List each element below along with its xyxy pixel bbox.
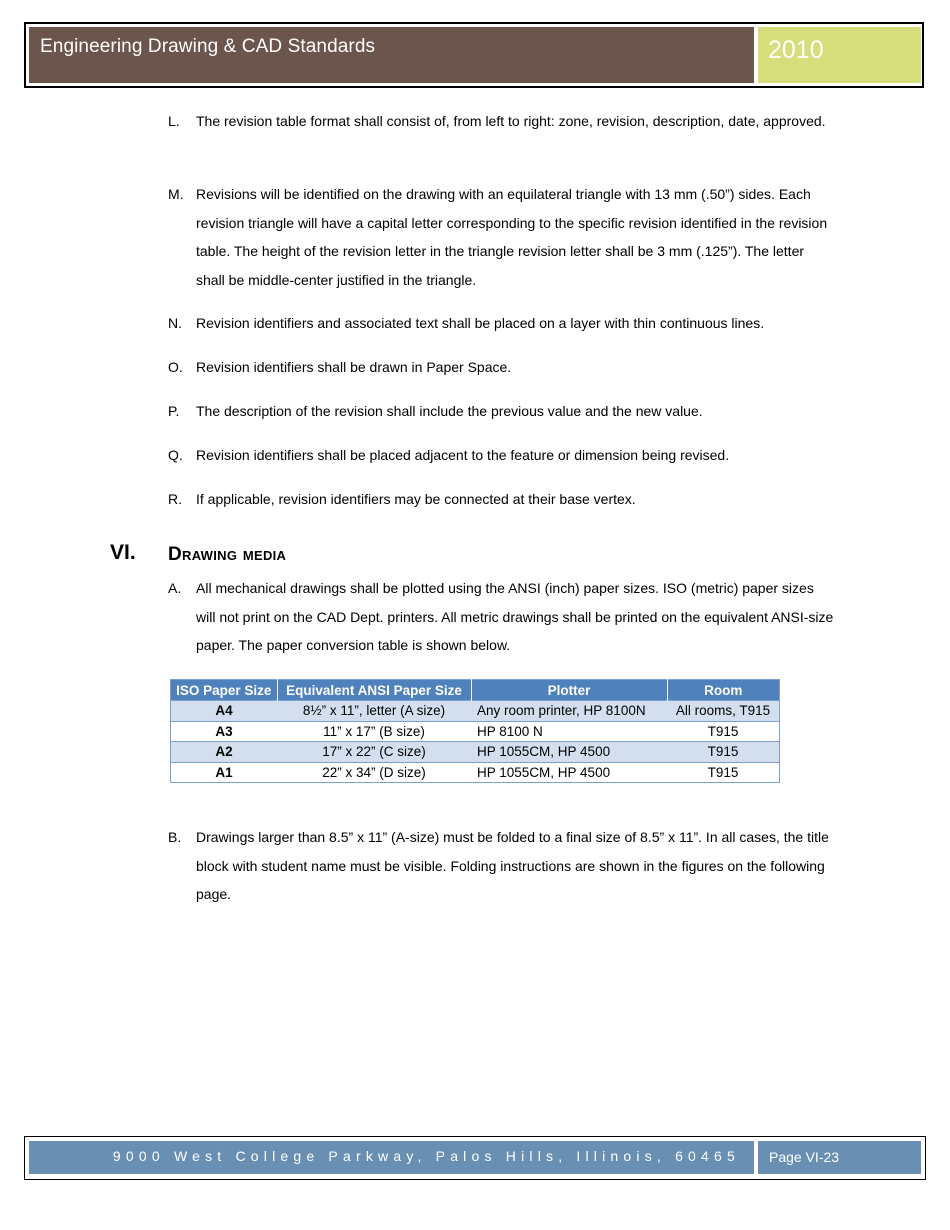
list-item-text: The revision table format shall consist of, from left to right: zone, revision, description, date, approved.	[196, 113, 826, 129]
table-cell: 22” x 34” (D size)	[277, 762, 471, 783]
list-item	[168, 823, 836, 909]
list-item-text: If applicable, revision identifiers may be connected at their base vertex.	[196, 491, 636, 507]
list-item-text: Drawings larger than 8.5” x 11” (A-size) must be folded to a final size of 8.5” x 11”. In all cases, the title block with student name must be visible. Folding instructions are shown in the figures on the following page.	[196, 829, 829, 902]
list-item-letter: O.	[168, 359, 183, 375]
list-item	[168, 441, 836, 470]
table-header-row	[171, 680, 780, 701]
list-item-letter: L.	[168, 113, 180, 129]
table-cell: T915	[667, 721, 780, 742]
footer-address-bar	[29, 1141, 754, 1174]
footer-page-bar	[758, 1141, 921, 1174]
list-item-text: Revision identifiers and associated text shall be placed on a layer with thin continuous lines.	[196, 315, 765, 331]
table-cell: 8½” x 11”, letter (A size)	[277, 701, 471, 722]
section-number: VI.	[110, 541, 136, 564]
column-header: ISO Paper Size	[171, 680, 278, 701]
table-row	[171, 701, 780, 722]
list-item-letter: M.	[168, 186, 184, 202]
document-year: 2010	[768, 36, 824, 64]
list-item-text: The description of the revision shall include the previous value and the new value.	[196, 403, 703, 419]
table-row	[171, 742, 780, 763]
list-item-text: All mechanical drawings shall be plotted using the ANSI (inch) paper sizes. ISO (metric) paper sizes will not print on the CAD Dept. printers. All metric drawings shall be printed on the equivalent ANSI-size paper. The paper conversion table is shown below.	[196, 580, 834, 653]
table-cell: HP 8100 N	[471, 721, 667, 742]
list-item	[168, 574, 836, 660]
column-header: Room	[667, 680, 780, 701]
table-cell: A4	[171, 701, 278, 722]
list-item	[168, 353, 836, 382]
table-cell: All rooms, T915	[667, 701, 780, 722]
list-item-letter: A.	[168, 580, 182, 596]
table-row	[171, 762, 780, 783]
list-item-letter: Q.	[168, 447, 183, 463]
list-item-letter: P.	[168, 403, 180, 419]
header-title-bar	[29, 27, 754, 83]
column-header: Plotter	[471, 680, 667, 701]
footer-address: 9000 West College Parkway, Palos Hills, Illinois, 60465	[112, 1148, 740, 1164]
paper-conversion-table	[170, 679, 780, 783]
header-year-bar	[758, 27, 921, 83]
table-cell: A2	[171, 742, 278, 763]
table-cell: HP 1055CM, HP 4500	[471, 762, 667, 783]
list-item-text: Revision identifiers shall be drawn in Paper Space.	[196, 359, 512, 375]
table-cell: T915	[667, 742, 780, 763]
list-item-letter: B.	[168, 829, 182, 845]
table-cell: A3	[171, 721, 278, 742]
table-cell: 17” x 22” (C size)	[277, 742, 471, 763]
column-header: Equivalent ANSI Paper Size	[277, 680, 471, 701]
list-item	[168, 485, 836, 514]
list-item	[168, 397, 836, 426]
list-item-letter: N.	[168, 315, 182, 331]
table-cell: Any room printer, HP 8100N	[471, 701, 667, 722]
document-title: Engineering Drawing & CAD Standards	[40, 36, 376, 57]
section-title: Drawing media	[168, 544, 287, 565]
table-cell: A1	[171, 762, 278, 783]
list-item-text: Revision identifiers shall be placed adjacent to the feature or dimension being revised.	[196, 447, 730, 463]
table-row	[171, 721, 780, 742]
list-item-text: Revisions will be identified on the drawing with an equilateral triangle with 13 mm (.50”) sides. Each revision triangle will have a capital letter corresponding to the specific revision identified in the revision table. The height of the revision letter in the triangle revision letter shall be 3 mm (.125”). The letter shall be middle-center justified in the triangle.	[196, 186, 828, 288]
table-cell: 11” x 17” (B size)	[277, 721, 471, 742]
list-item	[168, 107, 836, 136]
list-item-letter: R.	[168, 491, 182, 507]
page-number: Page VI-23	[769, 1149, 840, 1165]
table-cell: HP 1055CM, HP 4500	[471, 742, 667, 763]
table-cell: T915	[667, 762, 780, 783]
list-item	[168, 180, 836, 294]
list-item	[168, 309, 836, 338]
